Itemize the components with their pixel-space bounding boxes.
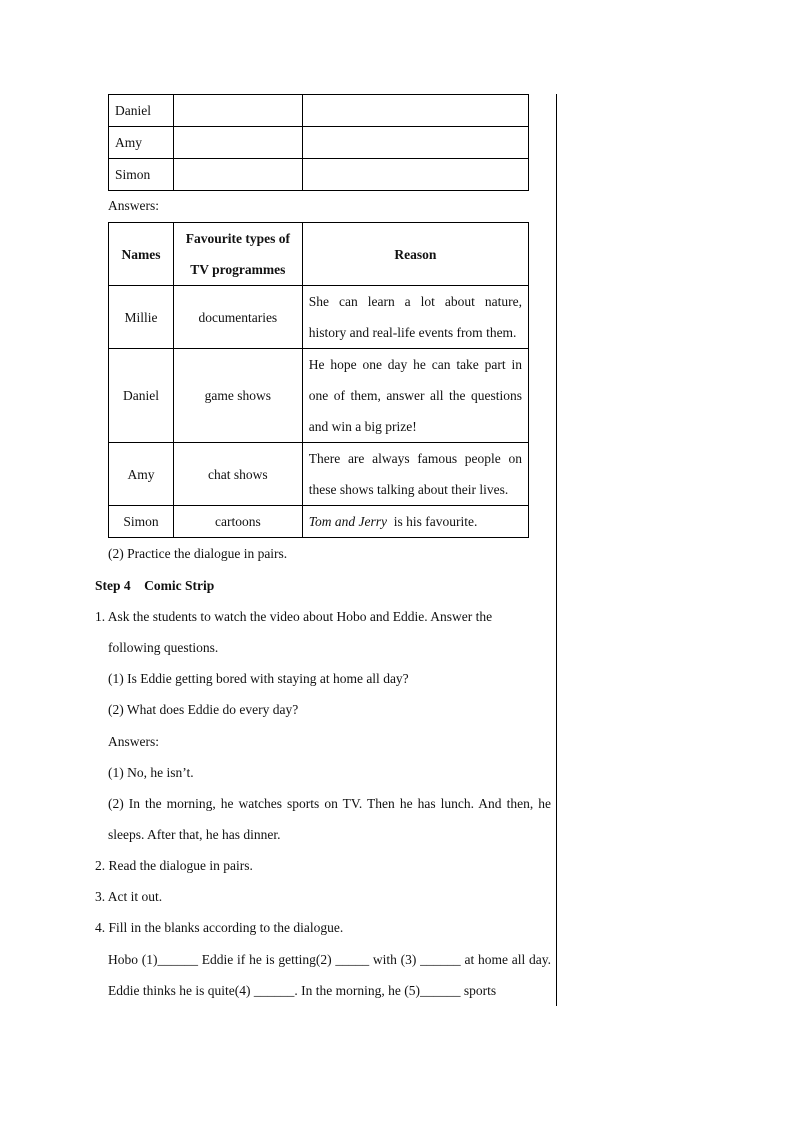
table-cell: cartoons [173, 506, 302, 538]
table-row [109, 286, 529, 349]
answer-2: (2) In the morning, he watches sports on TV. Then he has lunch. And then, he sleeps. After that, he has dinner. [108, 796, 551, 842]
sub-question-2: (2) What does Eddie do every day? [108, 702, 299, 717]
table-cell: There are always famous people on these shows talking about their lives. [302, 443, 528, 506]
column-header-types: Favourite types of TV programmes [173, 223, 302, 286]
column-header-reason: Reason [302, 223, 528, 286]
page-margin-line [556, 94, 557, 1006]
answers-label: Answers: [108, 198, 159, 213]
table-cell: Millie [109, 286, 174, 349]
question-4: 4. Fill in the blanks according to the dialogue. [95, 920, 344, 935]
table-cell [302, 159, 528, 191]
title-italic: Tom and Jerry [308, 514, 388, 529]
table-cell: chat shows [173, 443, 302, 506]
table-cell: documentaries [173, 286, 302, 349]
column-header-names: Names [109, 223, 174, 286]
table-cell: She can learn a lot about nature, history and real-life events from them. [302, 286, 528, 349]
table-cell [173, 127, 302, 159]
table-cell: Simon [109, 506, 174, 538]
sub-question-1: (1) Is Eddie getting bored with staying at home all day? [108, 671, 409, 686]
answers-table [108, 222, 529, 538]
table-cell: He hope one day he can take part in one of them, answer all the questions and win a big prize! [302, 349, 528, 443]
table-cell: Daniel [109, 349, 174, 443]
table-cell: Amy [109, 443, 174, 506]
table-cell [173, 95, 302, 127]
table-cell: Amy [109, 127, 174, 159]
table-row [109, 443, 529, 506]
answers-label-2: Answers: [108, 734, 159, 749]
table-header-row [109, 223, 529, 286]
answer-1: (1) No, he isn’t. [108, 765, 194, 780]
table-cell [302, 506, 528, 538]
table-cell: Simon [109, 159, 174, 191]
table-cell: Daniel [109, 95, 174, 127]
question-3: 3. Act it out. [95, 889, 163, 904]
blank-answer-table [108, 94, 529, 191]
step4-heading: Step 4 Comic Strip [95, 578, 215, 593]
table-row [109, 349, 529, 443]
table-cell [173, 159, 302, 191]
table-row [109, 506, 529, 538]
question-1-line-2: following questions. [108, 640, 219, 655]
fill-in-paragraph: Hobo (1)______ Eddie if he is getting(2) _____ with (3) ______ at home all day. Eddie thinks he is quite(4) ______. In the morning, he (5)______ sports [108, 952, 551, 998]
question-2: 2. Read the dialogue in pairs. [95, 858, 253, 873]
practice-instruction: (2) Practice the dialogue in pairs. [108, 546, 288, 561]
table-cell: game shows [173, 349, 302, 443]
question-1-line-1: 1. Ask the students to watch the video about Hobo and Eddie. Answer the [95, 609, 493, 624]
table-row [109, 127, 529, 159]
table-row [109, 95, 529, 127]
table-cell [302, 127, 528, 159]
table-cell-text: is his favourite. [393, 514, 478, 529]
table-cell [302, 95, 528, 127]
table-row [109, 159, 529, 191]
